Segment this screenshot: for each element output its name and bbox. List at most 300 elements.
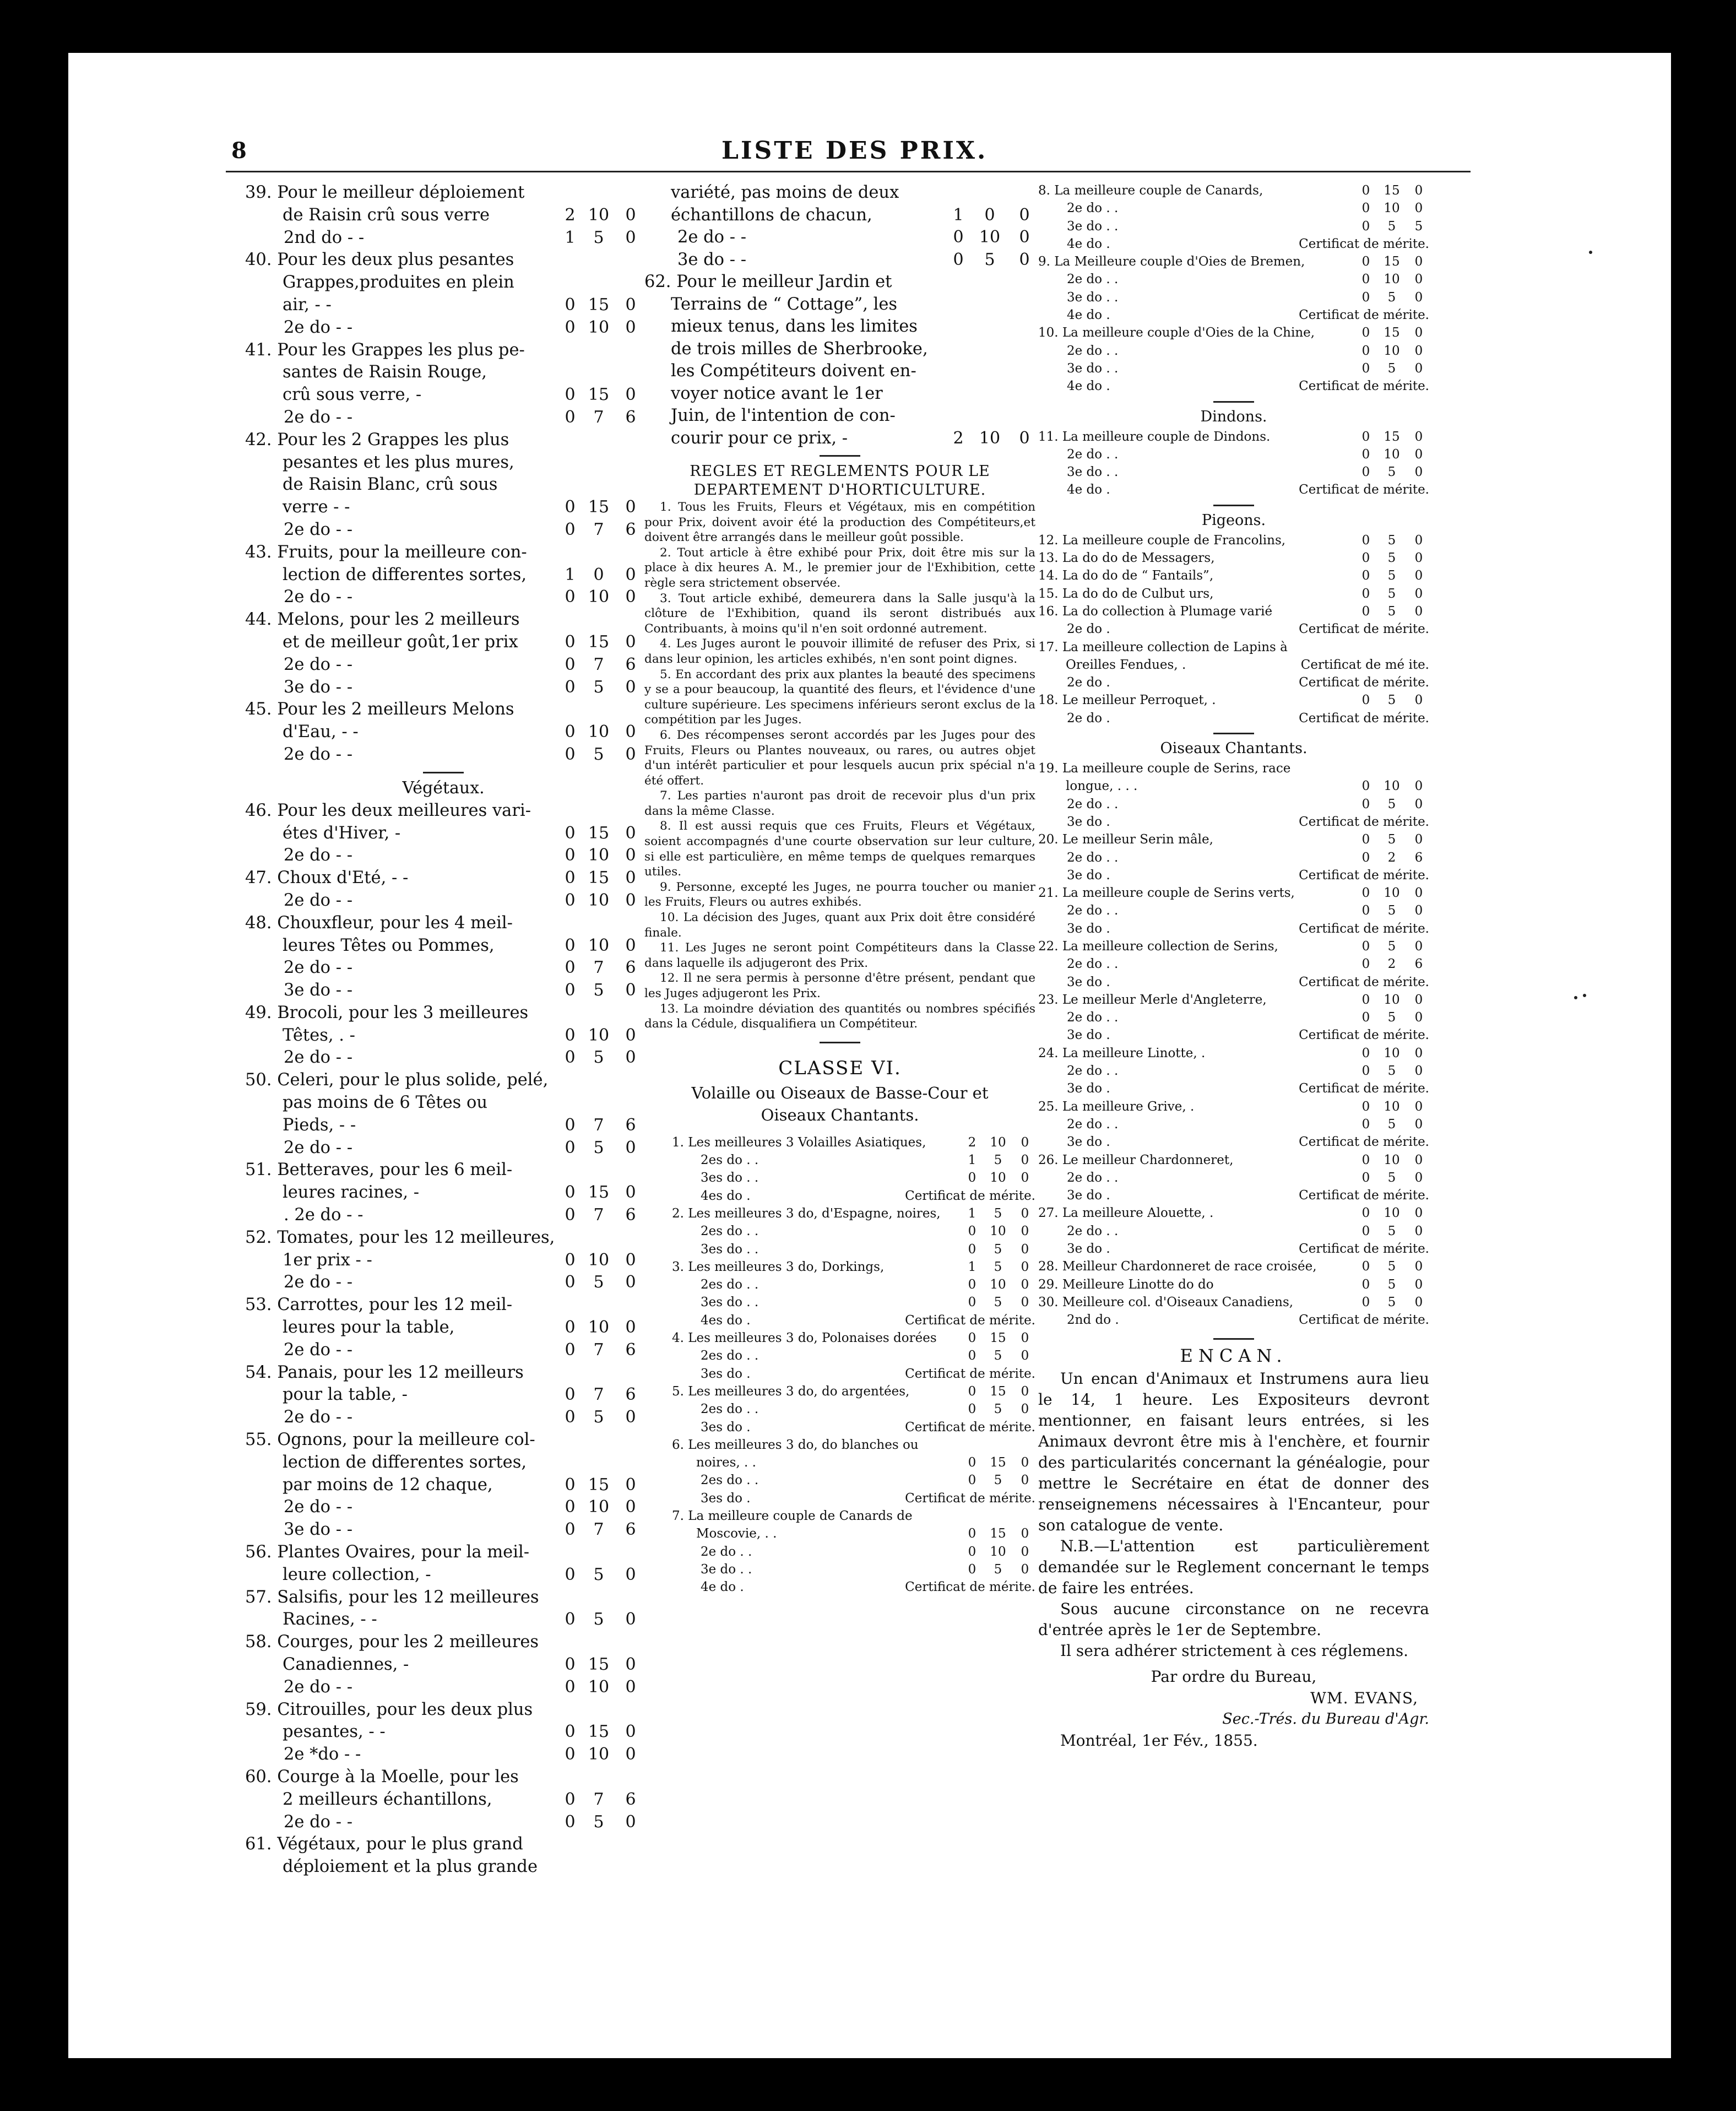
entry-line: Pour les 2 Grappes les plus (277, 430, 509, 450)
prize-amount: 0 (1021, 1135, 1029, 1150)
prize-subentry (245, 1047, 642, 1069)
prize-amount: 0 (1361, 886, 1370, 901)
prize-amount: 1 (968, 1259, 977, 1274)
prize-amount: 0 (625, 1048, 636, 1068)
entry-number: 26. (1038, 1152, 1059, 1167)
entry-number: 6. (672, 1437, 684, 1452)
entry-number: 20. (1038, 832, 1059, 847)
subentry-label: 2e do . . (1067, 1010, 1119, 1025)
signature-title: Sec.-Trés. du Bureau d'Agr. (1222, 1710, 1429, 1728)
subentry-label: 3e do . (1067, 921, 1110, 936)
entry-number: 52. (245, 1227, 272, 1247)
scan-speck (1583, 994, 1586, 997)
prize-amount: 5 (1387, 693, 1396, 708)
certificate-text: Certificat de mérite. (1299, 975, 1429, 989)
prize-subentry (1038, 1169, 1429, 1187)
prize-amount: 15 (588, 632, 610, 652)
prize-amount: 0 (625, 632, 636, 652)
prize-entry (644, 271, 1035, 450)
entry-number: 10. (1038, 326, 1059, 340)
entry-line: variété, pas moins de deux (671, 183, 899, 202)
entry-line: lection de differentes sortes, (283, 1452, 527, 1472)
prize-subentry (245, 1406, 642, 1429)
prize-amount: 6 (625, 1385, 636, 1405)
entry-line: Plantes Ovaires, pour la meil- (277, 1542, 530, 1562)
prize-amount: 0 (1019, 428, 1030, 448)
subentry-label: 4e do . (1067, 379, 1110, 394)
prize-subentry (245, 519, 642, 542)
subentry-label: 2e do . . (701, 1544, 752, 1559)
entry-line: Les meilleures 3 do, d'Espagne, noires, (688, 1206, 941, 1221)
prize-amount: 0 (1414, 1259, 1423, 1274)
prize-subentry (1038, 270, 1429, 288)
certificate-text: Certificat de mérite. (1299, 675, 1429, 690)
subentry-label: 2e do - - (284, 317, 353, 337)
prize-amount: 0 (625, 981, 636, 1000)
prize-amount: 2 (565, 205, 576, 225)
prize-amount: 5 (593, 1610, 604, 1630)
prize-subentry (672, 1365, 1035, 1383)
subentry-label: 4e do . (1067, 236, 1110, 251)
prize-amount: 0 (625, 846, 636, 865)
prize-amount: 0 (1414, 326, 1423, 340)
prize-amount: 0 (1414, 290, 1423, 305)
prize-entry (1038, 532, 1429, 549)
prize-entry-continued (644, 182, 1035, 226)
section-heading-dindons: Dindons. (1200, 408, 1267, 425)
prize-amount: 10 (1384, 886, 1400, 901)
subentry-label: 3e do . (1067, 975, 1110, 989)
prize-amount: 0 (565, 981, 576, 1000)
subentry-label: 3es do . . (701, 1171, 759, 1186)
prize-amount: 0 (1361, 1152, 1370, 1167)
subentry-label: 2e do - - (284, 1048, 353, 1068)
prize-subentry (245, 1519, 642, 1541)
prize-amount: 0 (565, 632, 576, 652)
prize-amount: 10 (588, 1250, 610, 1270)
prize-amount: 0 (565, 823, 576, 843)
entry-line: de Raisin Blanc, crû sous (283, 475, 498, 495)
prize-amount: 0 (984, 205, 995, 225)
classe-subtitle-2: Oiseaux Chantants. (761, 1105, 919, 1124)
prize-amount: 5 (994, 1206, 1002, 1221)
entry-number: 55. (245, 1430, 272, 1450)
entry-label (245, 912, 642, 957)
prize-amount: 0 (1021, 1171, 1029, 1186)
entry-line: La meilleure collection de Lapins à (1062, 640, 1288, 654)
entry-label (245, 249, 642, 316)
entry-line: santes de Raisin Rouge, (283, 362, 487, 382)
prize-subentry (245, 407, 642, 429)
subentry-label: 3e do . (1067, 1135, 1110, 1150)
entry-line: Pour les 2 meilleurs Melons (277, 700, 514, 719)
prize-amount: 10 (588, 587, 610, 607)
prize-amount: 0 (625, 565, 636, 584)
prize-amount: 0 (1021, 1206, 1029, 1221)
prize-entry (245, 1002, 642, 1047)
prize-amount: 10 (1384, 1046, 1400, 1060)
entry-number: 39. (245, 183, 272, 202)
rule-paragraph: 13. La moindre déviation des quantités ou nombres spécifiés dans la Cédule, disqualifiera un Compétiteur. (644, 1002, 1035, 1031)
entry-line: Juin, de l'intention de con- (671, 406, 896, 425)
prize-entry (1038, 182, 1429, 199)
entry-line: leure collection, - (283, 1565, 431, 1584)
prize-entry (245, 1429, 642, 1496)
prize-entry (1038, 1276, 1429, 1293)
prize-amount: 0 (565, 1610, 576, 1630)
prize-amount: 0 (625, 744, 636, 764)
subentry-label: 2e do . (1067, 622, 1110, 637)
prize-amount: 0 (1021, 1384, 1029, 1399)
entry-line: verre - - (283, 497, 350, 517)
section-divider (1213, 401, 1254, 403)
prize-amount: 0 (565, 1812, 576, 1832)
prize-amount: 5 (994, 1259, 1002, 1274)
prize-subentry (672, 1293, 1035, 1311)
prize-amount: 5 (1387, 1224, 1396, 1238)
entry-label (245, 182, 642, 227)
entry-line: Citrouilles, pour les deux plus (277, 1699, 533, 1719)
prize-subentry (245, 317, 642, 339)
prize-amount: 0 (1361, 1117, 1370, 1132)
prize-amount: 5 (593, 1565, 604, 1584)
prize-entry (1038, 324, 1429, 342)
prize-amount: 10 (1384, 201, 1400, 216)
subentry-label: 3es do . . (701, 1242, 759, 1257)
prize-amount: 0 (565, 385, 576, 405)
prize-amount: 0 (1361, 326, 1370, 340)
scan-speck (1574, 996, 1577, 999)
prize-amount: 10 (588, 846, 610, 865)
prize-amount: 15 (990, 1331, 1006, 1346)
prize-amount: 0 (1361, 957, 1370, 972)
prize-subentry (672, 1419, 1035, 1436)
prize-amount: 0 (625, 497, 636, 517)
prize-amount: 0 (968, 1349, 977, 1363)
prize-entry (672, 1134, 1035, 1151)
prize-amount: 0 (1414, 586, 1423, 601)
prize-entry (245, 1069, 642, 1136)
entry-line: Pour le meilleur déploiement (277, 183, 525, 202)
subentry-label: 3e do - - (284, 677, 353, 697)
prize-amount: 0 (1361, 465, 1370, 480)
prize-amount: 0 (1021, 1224, 1029, 1239)
subentry-label: 3e do . . (701, 1562, 752, 1577)
prize-subentry (1038, 1026, 1429, 1044)
prize-amount: 0 (565, 1677, 576, 1697)
prize-amount: 10 (1384, 1099, 1400, 1114)
prize-amount: 5 (1387, 1170, 1396, 1185)
prize-amount: 15 (588, 1655, 610, 1674)
entry-line: Brocoli, pour les 3 meilleures (277, 1003, 529, 1022)
prize-amount: 10 (588, 1025, 610, 1045)
prize-amount: 10 (990, 1171, 1006, 1186)
entry-line: Pour les Grappes les plus pe- (277, 340, 525, 360)
prize-subentry (1038, 199, 1429, 217)
prize-amount: 15 (1384, 429, 1400, 444)
subentry-label: 2e do - - (284, 407, 353, 427)
subentry-label: 2e do - - (284, 654, 353, 674)
prize-amount: 0 (968, 1171, 977, 1186)
entry-number: 7. (672, 1509, 684, 1524)
entry-line: Tomates, pour les 12 meilleures, (277, 1227, 555, 1247)
prize-amount: 0 (1414, 183, 1423, 198)
prize-amount: 10 (990, 1544, 1006, 1559)
subentry-label: . 2e do - - (284, 1205, 364, 1225)
prize-amount: 0 (1361, 992, 1370, 1007)
entry-line: Têtes, . - (283, 1025, 355, 1045)
prize-amount: 5 (994, 1153, 1002, 1168)
prize-entry (1038, 549, 1429, 567)
certificate-text: Certificat de mérite. (905, 1188, 1035, 1203)
subentry-label: 2e do . . (1067, 201, 1119, 216)
prize-amount: 0 (1361, 1224, 1370, 1238)
prize-amount: 0 (565, 890, 576, 910)
prize-subentry (672, 1151, 1035, 1169)
encan-paragraph: Sous aucune circonstance on ne recevra d'entrée après le 1er de Septembre. (1038, 1599, 1429, 1639)
subentry-label: 2e do - - (284, 1340, 353, 1360)
prize-amount: 0 (593, 565, 604, 584)
prize-amount: 0 (565, 744, 576, 764)
prize-entry (1038, 638, 1429, 674)
prize-amount: 1 (968, 1153, 977, 1168)
prize-subentry (1038, 360, 1429, 377)
prize-subentry (245, 676, 642, 699)
entry-line: de trois milles de Sherbrooke, (671, 339, 928, 359)
prize-entry (245, 912, 642, 957)
entry-number: 48. (245, 913, 272, 933)
entry-line: Courges, pour les 2 meilleures (277, 1632, 539, 1652)
subentry-label: 2e do . . (1067, 1064, 1119, 1079)
entry-number: 49. (245, 1003, 272, 1022)
entry-label (644, 271, 1035, 450)
prize-amount: 15 (1384, 183, 1400, 198)
prize-amount: 0 (565, 1205, 576, 1225)
prize-subentry (1038, 446, 1429, 463)
prize-entry (1038, 884, 1429, 902)
entry-number: 17. (1038, 640, 1059, 654)
prize-amount: 0 (565, 1565, 576, 1584)
prize-amount: 10 (979, 228, 1001, 247)
date-line: Montréal, 1er Fév., 1855. (1060, 1731, 1258, 1750)
entry-line: Carrottes, pour les 12 meil- (277, 1295, 513, 1315)
prize-amount: 15 (990, 1384, 1006, 1399)
prize-subentry (1038, 306, 1429, 324)
prize-subentry (672, 1543, 1035, 1561)
subentry-label: 2e do . (1067, 675, 1110, 690)
prize-amount: 0 (1414, 1295, 1423, 1309)
prize-amount: 10 (1384, 1152, 1400, 1167)
entry-number: 23. (1038, 992, 1059, 1007)
prize-amount: 0 (1414, 465, 1423, 480)
subentry-label: 2e do . . (1067, 1117, 1119, 1132)
rule-paragraph: 8. Il est aussi requis que ces Fruits, Fleurs et Végétaux, soient accompagnés d'une courte observation sur leur culture, si elle est particulière, en même temps de quelques remarques utiles. (644, 819, 1035, 879)
prize-amount: 0 (1361, 219, 1370, 234)
entry-line: La meilleure couple de Serins verts, (1062, 886, 1295, 901)
section-heading-encan: ENCAN. (1180, 1345, 1288, 1366)
entry-line: étes d'Hiver, - (283, 823, 401, 843)
subentry-label: 2e do . . (1067, 272, 1119, 287)
entry-line: Chouxfleur, pour les 4 meil- (277, 913, 513, 933)
prize-amount: 15 (588, 385, 610, 405)
certificate-text: Certificat de mérite. (1299, 711, 1429, 726)
prize-amount: 0 (625, 868, 636, 888)
entry-label (245, 1294, 642, 1339)
entry-label (245, 800, 642, 845)
prize-amount: 0 (1414, 201, 1423, 216)
prize-entry (1038, 253, 1429, 270)
prize-amount: 5 (1414, 219, 1423, 234)
entry-line: Le meilleur Merle d'Angleterre, (1062, 992, 1267, 1007)
prize-amount: 10 (588, 1677, 610, 1697)
prize-amount: 6 (625, 958, 636, 978)
prize-subentry (1038, 795, 1429, 813)
entry-label (245, 867, 642, 890)
prize-amount: 5 (1387, 1064, 1396, 1079)
rules-title: REGLES ET REGLEMENTS POUR LE DEPARTEMENT D'HORTICULTURE. (690, 463, 990, 499)
entry-line: Pour le meilleur Jardin et (676, 272, 892, 291)
prize-amount: 0 (1361, 447, 1370, 462)
prize-amount: 0 (1361, 533, 1370, 548)
prize-amount: 5 (1387, 797, 1396, 811)
prize-amount: 0 (1361, 255, 1370, 269)
prize-amount: 5 (1387, 903, 1396, 918)
entry-line: Le meilleur Chardonneret, (1062, 1152, 1234, 1167)
entry-label (245, 1631, 642, 1676)
prize-amount: 5 (1387, 1295, 1396, 1309)
prize-amount: 5 (1387, 1277, 1396, 1292)
entry-label (245, 699, 642, 744)
entry-number: 61. (245, 1834, 272, 1854)
entry-line: leures Têtes ou Pommes, (283, 935, 495, 955)
subentry-label: 2e do . . (1067, 343, 1119, 358)
prize-entry (245, 1541, 642, 1587)
subentry-label: 2e do - - (284, 1273, 353, 1292)
entry-line: longue, . . . (1066, 779, 1138, 794)
prize-amount: 5 (1387, 569, 1396, 583)
prize-amount: 2 (1387, 957, 1396, 972)
prize-subentry (245, 890, 642, 912)
entry-line: La do collection à Plumage varié (1062, 604, 1273, 619)
subentry-label: 3e do . (1067, 1028, 1110, 1043)
entry-line: pesantes, - - (283, 1722, 386, 1742)
prize-subentry (1038, 1009, 1429, 1026)
entry-number: 4. (672, 1331, 684, 1346)
subentry-label: 3e do . (1067, 1188, 1110, 1203)
prize-amount: 0 (1021, 1331, 1029, 1346)
subentry-label: 3e do . . (1067, 290, 1119, 305)
entry-number: 9. (1038, 255, 1050, 269)
prize-subentry (1038, 920, 1429, 938)
prize-amount: 10 (1384, 272, 1400, 287)
prize-amount: 10 (588, 1318, 610, 1338)
subentry-label: 2e do - - (677, 228, 747, 247)
prize-amount: 0 (1021, 1455, 1029, 1470)
prize-amount: 0 (1361, 832, 1370, 847)
entry-line: courir pour ce prix, - (671, 428, 848, 448)
prize-amount: 0 (625, 1183, 636, 1203)
certificate-text: Certificat de mérite. (905, 1420, 1035, 1435)
prize-subentry (672, 1276, 1035, 1293)
entry-line: Meilleure col. d'Oiseaux Canadiens, (1062, 1295, 1294, 1309)
prize-subentry (1038, 1187, 1429, 1204)
prize-entry (1038, 603, 1429, 620)
prize-amount: 0 (1361, 1010, 1370, 1025)
subentry-label: 2es do . . (701, 1278, 759, 1292)
entry-label (245, 1541, 642, 1587)
prize-amount: 0 (1021, 1562, 1029, 1577)
section-divider (820, 1042, 860, 1043)
entry-line: Les meilleures 3 do, Polonaises dorées (688, 1331, 937, 1346)
entry-number: 29. (1038, 1277, 1059, 1292)
subentry-label: 3e do . (1067, 868, 1110, 883)
prize-amount: 10 (588, 1745, 610, 1764)
prize-subentry (1038, 813, 1429, 831)
entry-line: Courge à la Moelle, pour les (277, 1767, 519, 1787)
entry-line: leures racines, - (283, 1183, 420, 1203)
prize-amount: 5 (1387, 604, 1396, 619)
prize-subentry (1038, 1080, 1429, 1097)
entry-line: Les meilleures 3 do, do blanches ou (688, 1437, 919, 1452)
prize-subentry (1038, 849, 1429, 867)
entry-number: 57. (245, 1587, 272, 1607)
prize-entry (245, 1587, 642, 1632)
entry-line: d'Eau, - - (283, 722, 359, 742)
prize-amount: 0 (1361, 1259, 1370, 1274)
entry-line: La meilleure couple de Serins, race (1062, 761, 1291, 776)
entry-label (245, 1227, 642, 1272)
prize-amount: 7 (593, 1340, 604, 1360)
prize-amount: 0 (1414, 604, 1423, 619)
certificate-text: Certificat de mérite. (1299, 1242, 1429, 1257)
encan-text (1038, 1368, 1429, 1661)
prize-amount: 0 (625, 587, 636, 607)
prize-amount: 0 (1361, 604, 1370, 619)
subentry-label: 2e do - - (284, 958, 353, 978)
entry-number: 13. (1038, 551, 1059, 566)
prize-amount: 0 (1361, 1046, 1370, 1060)
prize-amount: 0 (1361, 850, 1370, 865)
entry-number: 5. (672, 1384, 684, 1399)
prize-subentry (1038, 342, 1429, 360)
prize-amount: 5 (1387, 832, 1396, 847)
prize-amount: 0 (565, 958, 576, 978)
entry-number: 8. (1038, 183, 1050, 198)
entry-line: air, - - (283, 295, 332, 315)
entry-number: 14. (1038, 569, 1059, 583)
prize-amount: 0 (1414, 1099, 1423, 1114)
rule-paragraph: 2. Tout article à être exhibé pour Prix, doit être mis sur la place à dix heures A. M., le premier jour de l'Exhibition, cette règle sera strictement observée. (644, 545, 1035, 590)
prize-amount: 7 (593, 958, 604, 978)
subentry-label: 2e do - - (284, 890, 353, 910)
column-left (245, 182, 642, 1879)
entry-line: voyer notice avant le 1er (671, 383, 883, 403)
entry-number: 3. (672, 1259, 684, 1274)
entry-line: lection de differentes sortes, (283, 565, 527, 584)
entry-line: La meilleure collection de Serins, (1062, 939, 1278, 954)
prize-amount: 0 (565, 1183, 576, 1203)
prize-amount: 0 (1361, 903, 1370, 918)
entry-line: leures pour la table, (283, 1318, 455, 1338)
prize-subentry (245, 1496, 642, 1519)
entry-label (245, 609, 642, 654)
entry-line: La meilleure Alouette, . (1062, 1206, 1214, 1221)
prize-amount: 0 (1021, 1153, 1029, 1168)
entry-line: Grappes,produites en plein (283, 273, 514, 293)
prize-amount: 0 (565, 846, 576, 865)
prize-amount: 15 (1384, 326, 1400, 340)
prize-entry (672, 1205, 1035, 1222)
